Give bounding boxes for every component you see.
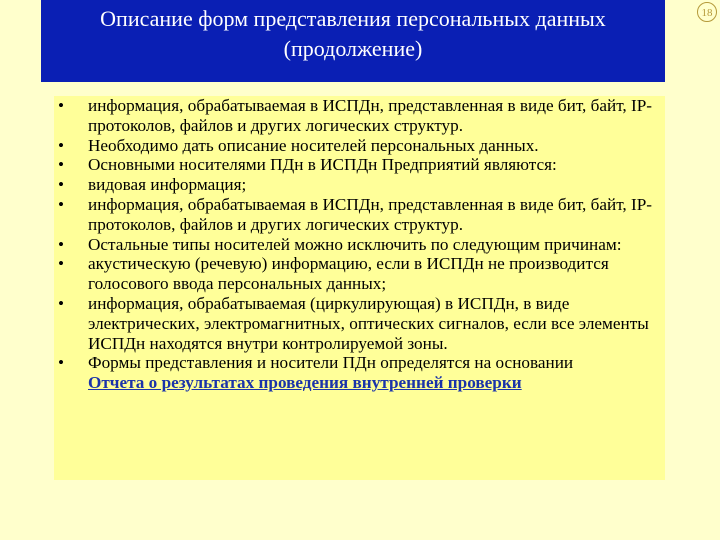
- bullet-icon: •: [58, 135, 65, 155]
- list-item-text: информация, обрабатываемая (циркулирующая) в ИСПДн, в виде электрических, электромагнитных, оптических сигналов, если все элементы ИСПДн находятся внутри контролируемой зоны.: [88, 293, 649, 353]
- slide-title-line-2: (продолжение): [283, 36, 423, 61]
- list-item-text: видовая информация;: [88, 175, 247, 195]
- page-number-badge: 18: [697, 2, 717, 22]
- slide-title: [41, 0, 665, 82]
- bullet-list: [54, 96, 657, 393]
- list-item: [54, 353, 657, 393]
- content-box: [54, 96, 665, 480]
- list-item-text: Основными носителями ПДн в ИСПДн Предприятий являются:: [88, 155, 557, 175]
- list-item-text: информация, обрабатываемая в ИСПДн, представленная в виде бит, байт, IP-протоколов, файлов и других логических структур.: [88, 194, 653, 234]
- list-item: [54, 254, 657, 294]
- list-item-text: Необходимо дать описание носителей персональных данных.: [88, 135, 539, 155]
- list-item: [54, 294, 657, 353]
- bullet-icon: •: [58, 194, 65, 214]
- list-item: [54, 175, 657, 195]
- list-item-text: информация, обрабатываемая в ИСПДн, представленная в виде бит, байт, IP-протоколов, файлов и других логических структур.: [88, 96, 653, 135]
- list-item-text: Остальные типы носителей можно исключить по следующим причинам:: [88, 234, 622, 254]
- list-item: [54, 195, 657, 235]
- bullet-icon: •: [58, 293, 65, 313]
- bullet-icon: •: [58, 155, 65, 175]
- bullet-icon: •: [58, 234, 65, 254]
- bullet-icon: •: [58, 175, 65, 195]
- list-item: [54, 136, 657, 156]
- report-link[interactable]: Отчета о результатах проведения внутренней проверки: [88, 373, 522, 393]
- bullet-icon: •: [58, 254, 65, 274]
- bullet-icon: •: [58, 353, 65, 373]
- list-item-text: Формы представления и носители ПДн определятся на основании: [88, 353, 574, 373]
- list-item: [54, 96, 657, 136]
- list-item-text: акустическую (речевую) информацию, если в ИСПДн не производится голосового ввода персональных данных;: [88, 254, 609, 294]
- slide-title-line-1: Описание форм представления персональных данных: [100, 6, 606, 31]
- list-item: [54, 235, 657, 255]
- bullet-icon: •: [58, 96, 65, 115]
- list-item: [54, 155, 657, 175]
